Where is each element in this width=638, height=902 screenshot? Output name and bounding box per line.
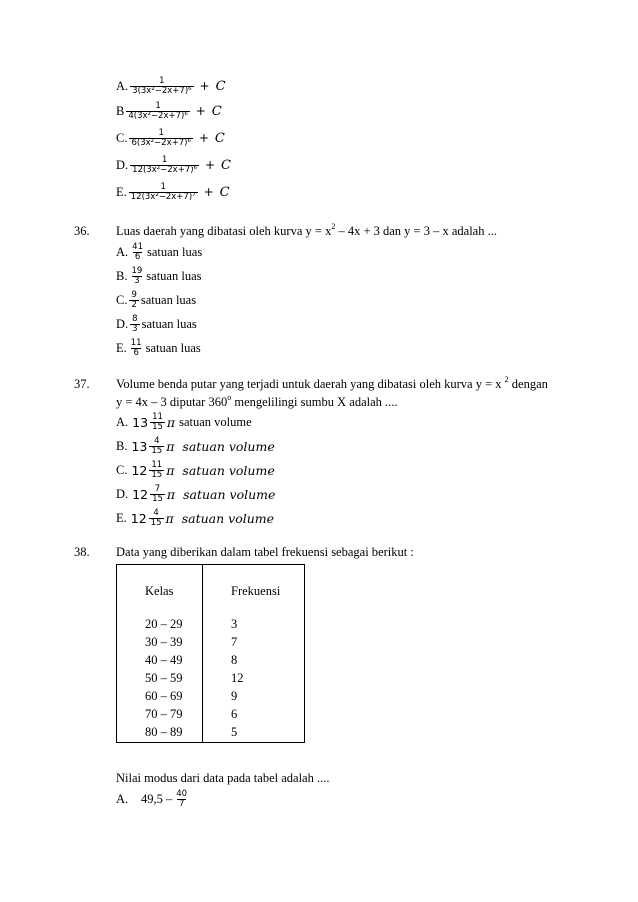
question-35-option bbox=[116, 128, 225, 148]
fraction-numerator: 1 bbox=[155, 100, 161, 111]
table-cell-kelas: 80 – 89 bbox=[145, 725, 183, 739]
question-37-text-part: mengelilingi sumbu X adalah .... bbox=[231, 395, 398, 409]
fraction bbox=[129, 339, 144, 358]
pi-symbol: π bbox=[166, 438, 175, 454]
table-cell-kelas: 50 – 59 bbox=[145, 671, 183, 685]
question-37-text-part: y = 4x – 3 diputar 360 bbox=[116, 395, 228, 409]
option-unit: satuan volume bbox=[183, 486, 276, 502]
fraction-numerator: 40 bbox=[176, 788, 188, 799]
question-37-line-2 bbox=[116, 392, 398, 410]
fraction bbox=[130, 315, 139, 334]
exponent: 2 bbox=[331, 221, 336, 231]
plus-sign: + bbox=[198, 131, 209, 145]
option-letter: A. bbox=[116, 78, 129, 93]
fraction bbox=[150, 413, 165, 432]
fraction bbox=[129, 183, 198, 202]
fraction-denominator: 12(3x²−2x+7)⁷ bbox=[130, 191, 196, 202]
fraction bbox=[174, 790, 189, 809]
fraction-denominator: 7 bbox=[178, 798, 185, 809]
question-37-number: 37. bbox=[74, 377, 90, 391]
option-letter: E. bbox=[116, 184, 127, 199]
question-36-text bbox=[116, 221, 497, 239]
table-cell-frekuensi: 8 bbox=[231, 653, 238, 667]
fraction-denominator: 15 bbox=[150, 517, 162, 528]
table-cell-kelas: 20 – 29 bbox=[145, 617, 183, 631]
option-unit: satuan volume bbox=[179, 414, 252, 429]
question-37-option bbox=[116, 460, 275, 480]
constant-c: C bbox=[221, 157, 231, 173]
option-unit: satuan luas bbox=[146, 268, 202, 283]
pi-symbol: π bbox=[165, 510, 174, 526]
question-38-prompt: Nilai modus dari data pada tabel adalah .... bbox=[116, 771, 330, 785]
option-unit: satuan volume bbox=[181, 510, 275, 526]
question-36-text-part: – 4x + 3 dan y = 3 – x adalah ... bbox=[335, 224, 497, 238]
table-cell-frekuensi: 7 bbox=[231, 635, 238, 649]
fraction-numerator: 11 bbox=[130, 337, 142, 348]
question-35-option bbox=[116, 155, 231, 175]
question-38-option-a bbox=[116, 789, 191, 809]
constant-c: C bbox=[214, 130, 225, 146]
option-letter: C. bbox=[116, 292, 128, 307]
option-letter: C. bbox=[116, 462, 128, 477]
option-unit: satuan volume bbox=[182, 462, 275, 478]
question-36-number: 36. bbox=[74, 224, 90, 238]
fraction bbox=[149, 437, 164, 456]
fraction bbox=[150, 485, 165, 504]
constant-c: C bbox=[211, 103, 222, 119]
question-37-text-part: dengan bbox=[508, 377, 548, 391]
fraction-denominator: 6(3x²−2x+7)⁶ bbox=[131, 137, 191, 148]
question-37-option bbox=[116, 412, 252, 432]
fraction-denominator: 6 bbox=[134, 251, 141, 262]
fraction-numerator: 1 bbox=[161, 154, 168, 165]
option-letter: A. bbox=[116, 244, 129, 259]
fraction bbox=[129, 267, 144, 286]
question-38-text: Data yang diberikan dalam tabel frekuensi sebagai berikut : bbox=[116, 545, 414, 559]
mixed-number-whole: 12 bbox=[131, 462, 148, 478]
table-cell-kelas: 60 – 69 bbox=[145, 689, 183, 703]
fraction bbox=[149, 461, 164, 480]
option-letter: C. bbox=[116, 130, 128, 145]
fraction-denominator: 4(3x²−2x+7)⁶ bbox=[128, 110, 188, 121]
fraction-denominator: 3 bbox=[134, 275, 140, 286]
question-37-option bbox=[116, 484, 275, 504]
table-cell-frekuensi: 9 bbox=[231, 689, 238, 703]
fraction-denominator: 15 bbox=[151, 469, 163, 480]
table-column-divider bbox=[202, 564, 203, 743]
table-cell-frekuensi: 12 bbox=[231, 671, 244, 685]
option-unit: satuan luas bbox=[146, 244, 203, 259]
fraction bbox=[130, 77, 193, 96]
pi-symbol: π bbox=[166, 486, 176, 502]
table-cell-frekuensi: 3 bbox=[231, 617, 238, 631]
plus-sign: + bbox=[204, 158, 216, 172]
question-36-text-part: Luas daerah yang dibatasi oleh kurva y = x bbox=[116, 224, 332, 238]
fraction-numerator: 41 bbox=[132, 241, 143, 252]
table-header-frekuensi: Frekuensi bbox=[231, 584, 281, 598]
table-header-kelas: Kelas bbox=[145, 584, 174, 598]
exponent: 2 bbox=[504, 374, 509, 384]
fraction-numerator: 19 bbox=[131, 265, 143, 276]
fraction-denominator: 3 bbox=[132, 323, 138, 334]
fraction bbox=[130, 156, 199, 175]
option-unit: satuan volume bbox=[182, 438, 275, 454]
fraction-numerator: 8 bbox=[132, 313, 138, 324]
pi-symbol: π bbox=[166, 462, 175, 478]
option-letter: B bbox=[116, 103, 125, 118]
table-cell-frekuensi: 5 bbox=[231, 725, 238, 739]
fraction bbox=[149, 509, 164, 528]
fraction-denominator: 15 bbox=[152, 493, 163, 504]
fraction bbox=[129, 129, 192, 148]
constant-c: C bbox=[215, 78, 226, 94]
table-cell-frekuensi: 6 bbox=[231, 707, 238, 721]
fraction-numerator: 1 bbox=[159, 75, 165, 86]
fraction-numerator: 4 bbox=[154, 435, 160, 446]
table-cell-kelas: 30 – 39 bbox=[145, 635, 183, 649]
option-unit: satuan luas bbox=[140, 292, 197, 307]
question-35-option bbox=[116, 101, 222, 121]
question-37-option bbox=[116, 436, 275, 456]
option-prefix: 49,5 – bbox=[141, 791, 173, 806]
table-cell-kelas: 40 – 49 bbox=[145, 653, 183, 667]
question-36-option bbox=[116, 242, 202, 262]
plus-sign: + bbox=[203, 185, 214, 199]
question-35-option bbox=[116, 182, 230, 202]
fraction bbox=[126, 102, 189, 121]
question-35-option bbox=[116, 76, 226, 96]
option-letter: B. bbox=[116, 268, 128, 283]
fraction-numerator: 4 bbox=[153, 507, 159, 518]
option-letter: E. bbox=[116, 340, 127, 355]
option-letter: E. bbox=[116, 510, 127, 525]
question-38-number: 38. bbox=[74, 545, 90, 559]
question-36-option bbox=[116, 290, 196, 310]
fraction-numerator: 1 bbox=[160, 181, 166, 192]
question-36-option bbox=[116, 314, 197, 334]
question-36-option bbox=[116, 338, 201, 358]
fraction-denominator: 3(3x²−2x+7)⁶ bbox=[132, 85, 192, 96]
mixed-number-whole: 12 bbox=[130, 510, 147, 526]
fraction-denominator: 6 bbox=[133, 347, 139, 358]
question-36-option bbox=[116, 266, 202, 286]
option-unit: satuan luas bbox=[141, 316, 197, 331]
fraction bbox=[129, 291, 138, 310]
fraction-numerator: 11 bbox=[151, 459, 163, 470]
option-letter: D. bbox=[116, 316, 129, 331]
fraction-numerator: 1 bbox=[158, 127, 164, 138]
mixed-number-whole: 13 bbox=[131, 438, 148, 454]
pi-symbol: π bbox=[166, 414, 176, 430]
option-letter: A. bbox=[116, 791, 129, 806]
mixed-number-whole: 12 bbox=[132, 486, 149, 502]
fraction-numerator: 9 bbox=[131, 289, 137, 300]
plus-sign: + bbox=[195, 104, 206, 118]
option-letter: D. bbox=[116, 157, 129, 172]
fraction-denominator: 15 bbox=[152, 421, 163, 432]
fraction bbox=[130, 243, 145, 262]
fraction-numerator: 11 bbox=[152, 411, 163, 422]
option-letter: B. bbox=[116, 438, 128, 453]
option-letter: D. bbox=[116, 486, 129, 501]
table-cell-kelas: 70 – 79 bbox=[145, 707, 183, 721]
question-37-text-part: Volume benda putar yang terjadi untuk daerah yang dibatasi oleh kurva y = x bbox=[116, 377, 505, 391]
fraction-denominator: 2 bbox=[131, 299, 137, 310]
fraction-numerator: 7 bbox=[154, 483, 161, 494]
mixed-number-whole: 13 bbox=[132, 414, 149, 430]
fraction-denominator: 15 bbox=[151, 445, 163, 456]
constant-c: C bbox=[219, 184, 230, 200]
question-37-line-1 bbox=[116, 374, 548, 392]
plus-sign: + bbox=[199, 79, 210, 93]
fraction-denominator: 12(3x²−2x+7)⁶ bbox=[132, 164, 197, 175]
option-unit: satuan luas bbox=[145, 340, 201, 355]
question-37-option bbox=[116, 508, 274, 528]
degree-symbol: o bbox=[227, 392, 232, 402]
option-letter: A. bbox=[116, 414, 129, 429]
